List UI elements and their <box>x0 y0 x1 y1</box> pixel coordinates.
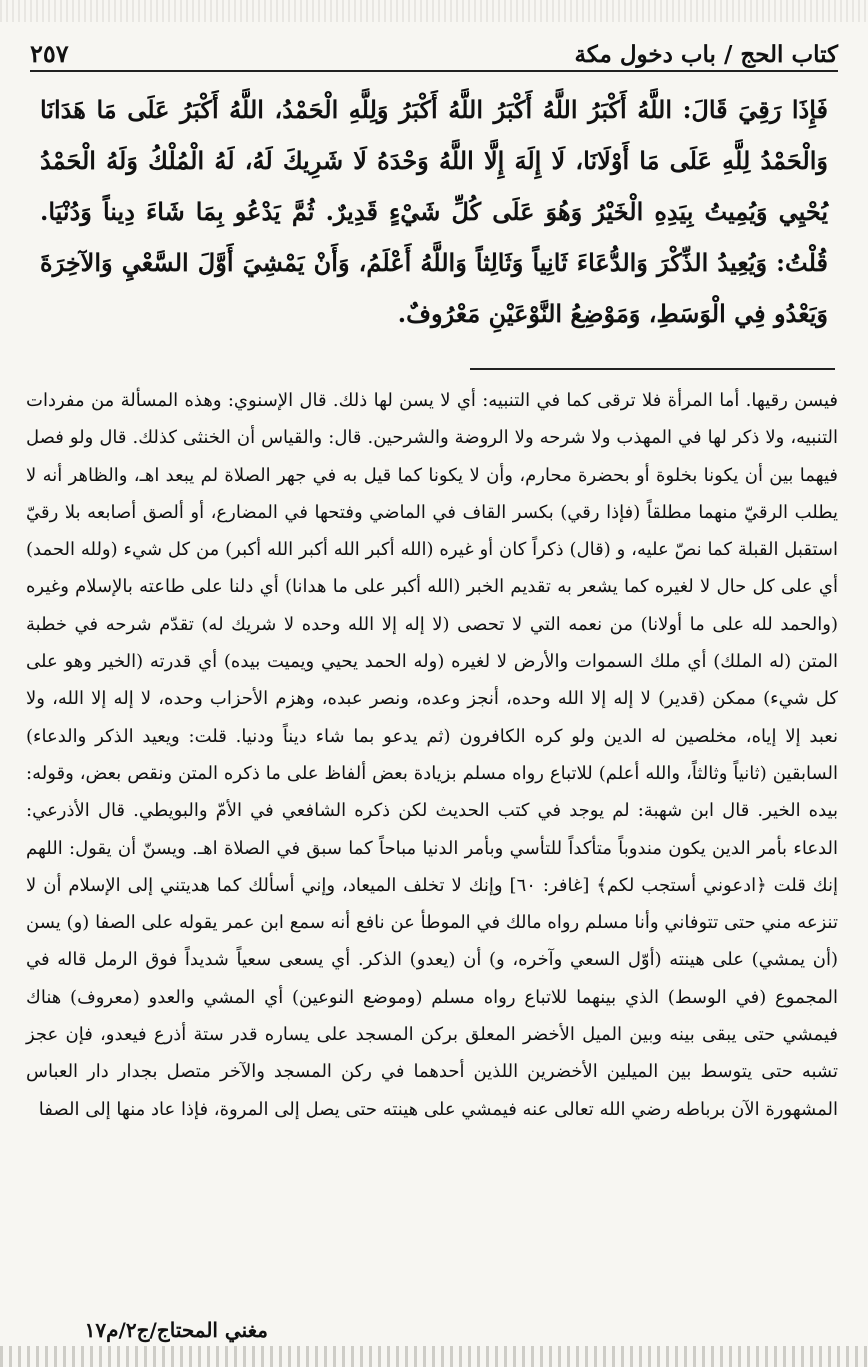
decorative-bottom-border <box>0 1346 868 1367</box>
footnote-divider <box>470 368 835 370</box>
commentary-block <box>26 382 838 1128</box>
footer-signature: مغني المحتاج/ج٢/م١٧ <box>84 1318 268 1342</box>
scan-noise-top <box>0 0 868 22</box>
header-rule <box>30 70 838 72</box>
page-number: ٢٥٧ <box>30 39 69 68</box>
commentary-text: فيسن رقيها. أما المرأة فلا ترقى كما في التنبيه: أي لا يسن لها ذلك. قال الإسنوي: وهذه المسألة من مفردات التنبيه، ولا ذكر لها في المهذب ولا شرحه ولا الروضة والشرحين. قال: والقياس أن الخنثى كذلك. قال ولو فصل فيهما بين أن يكونا بخلوة أو بحضرة محارم، وأن لا يكونا كما قيل به في جهر الصلاة لم يبعد اهـ، والظاهر أنه لا يطلب الرقيّ منهما مطلقاً (فإذا رقي) بكسر القاف في الماضي وفتحها في المضارع، أو ألصق أصابعه بلا رقيّ استقبل القبلة كما نصّ عليه، و (قال) ذكراً كان أو غيره (الله أكبر الله أكبر الله أكبر) من كل شيء (ولله الحمد) أي على كل حال لا لغيره كما يشعر به تقديم الخبر (الله أكبر على ما هدانا) أي دلنا على طاعته بالإسلام وغيره (والحمد لله على ما أولانا) من نعمه التي لا تحصى (لا إله إلا الله وحده لا شريك له) تقدّم شرحه في خطبة المتن (له الملك) أي ملك السموات والأرض لا لغيره (وله الحمد يحيي ويميت بيده) أي قدرته (الخير وهو على كل شيء) ممكن (قدير) لا إله إلا الله وحده، أنجز وعده، ونصر عبده، وهزم الأحزاب وحده، لا إله إلا الله، ولا نعبد إلا إياه، مخلصين له الدين ولو كره الكافرون (ثم يدعو بما شاء ديناً ودنيا. قلت: ويعيد الذكر والدعاء) السابقين (ثانياً وثالثاً، والله أعلم) للاتباع رواه مسلم بزيادة بعض ألفاظ على ما ذكره المتن ونقص بعض، وقوله: بيده الخير. قال ابن شهبة: لم يوجد في كتب الحديث لكن ذكره الشافعي في الأمّ والبويطي. قال الأذرعي: الدعاء بأمر الدين يكون مندوباً متأكداً للتأسي وبأمر الدنيا مباحاً كما سبق في الصلاة اهـ. ويسنّ أن يقول: اللهم إنك قلت ﴿ادعوني أستجب لكم﴾ [غافر: ٦٠] وإنك لا تخلف الميعاد، وإني أسألك كما هديتني إلى الإسلام أن لا تنزعه مني حتى تتوفاني وأنا مسلم رواه مالك في الموطأ عن نافع أنه سمع ابن عمر يقوله على الصفا (و) يسن (أن يمشي) على هينته (أوّل السعي وآخره، و) أن (يعدو) الذكر. أي يسعى سعياً شديداً فوق الرمل قاله في المجموع (في الوسط) الذي بينهما للاتباع رواه مسلم (وموضع النوعين) أي المشي والعدو (معروف) هناك فيمشي حتى يبقى بينه وبين الميل الأخضر المعلق بركن المسجد على يساره قدر ستة أذرع فيعدو، فإن عجز تشبه حتى يتوسط بين الميلين الأخضرين اللذين أحدهما في ركن المسجد والآخر متصل بجدار دار العباس المشهورة الآن برباطه رضي الله تعالى عنه فيمشي على هينته حتى يصل إلى المروة، فإذا عاد منها إلى الصفا <box>26 390 838 1120</box>
main-text: فَإِذَا رَقِيَ قَالَ: اللَّهُ أَكْبَرُ اللَّهُ أَكْبَرُ اللَّهُ أَكْبَرُ وَلِلَّهِ الْحَمْدُ، اللَّهُ أَكْبَرُ عَلَى مَا هَدَانَا وَالْحَمْدُ لِلَّهِ عَلَى مَا أَوْلَانَا، لَا إِلَهَ إِلَّا اللَّهُ وَحْدَهُ لَا شَرِيكَ لَهُ، لَهُ الْمُلْكُ وَلَهُ الْحَمْدُ يُحْيِي وَيُمِيتُ بِيَدِهِ الْخَيْرُ وَهُوَ عَلَى كُلِّ شَيْءٍ قَدِيرٌ. ثُمَّ يَدْعُو بِمَا شَاءَ دِيناً وَدُنْيَا. قُلْتُ: وَيُعِيدُ الذِّكْرَ وَالدُّعَاءَ ثَانِياً وَثَالِثاً وَاللَّهُ أَعْلَمُ، وَأَنْ يَمْشِيَ أَوَّلَ السَّعْيِ وَالآخِرَةَ وَيَعْدُو فِي الْوَسَطِ، وَمَوْضِعُ النَّوْعَيْنِ مَعْرُوفٌ. <box>40 95 829 328</box>
page-header <box>30 24 838 68</box>
running-title: كتاب الحج / باب دخول مكة <box>574 41 838 68</box>
main-text-block <box>40 84 828 339</box>
